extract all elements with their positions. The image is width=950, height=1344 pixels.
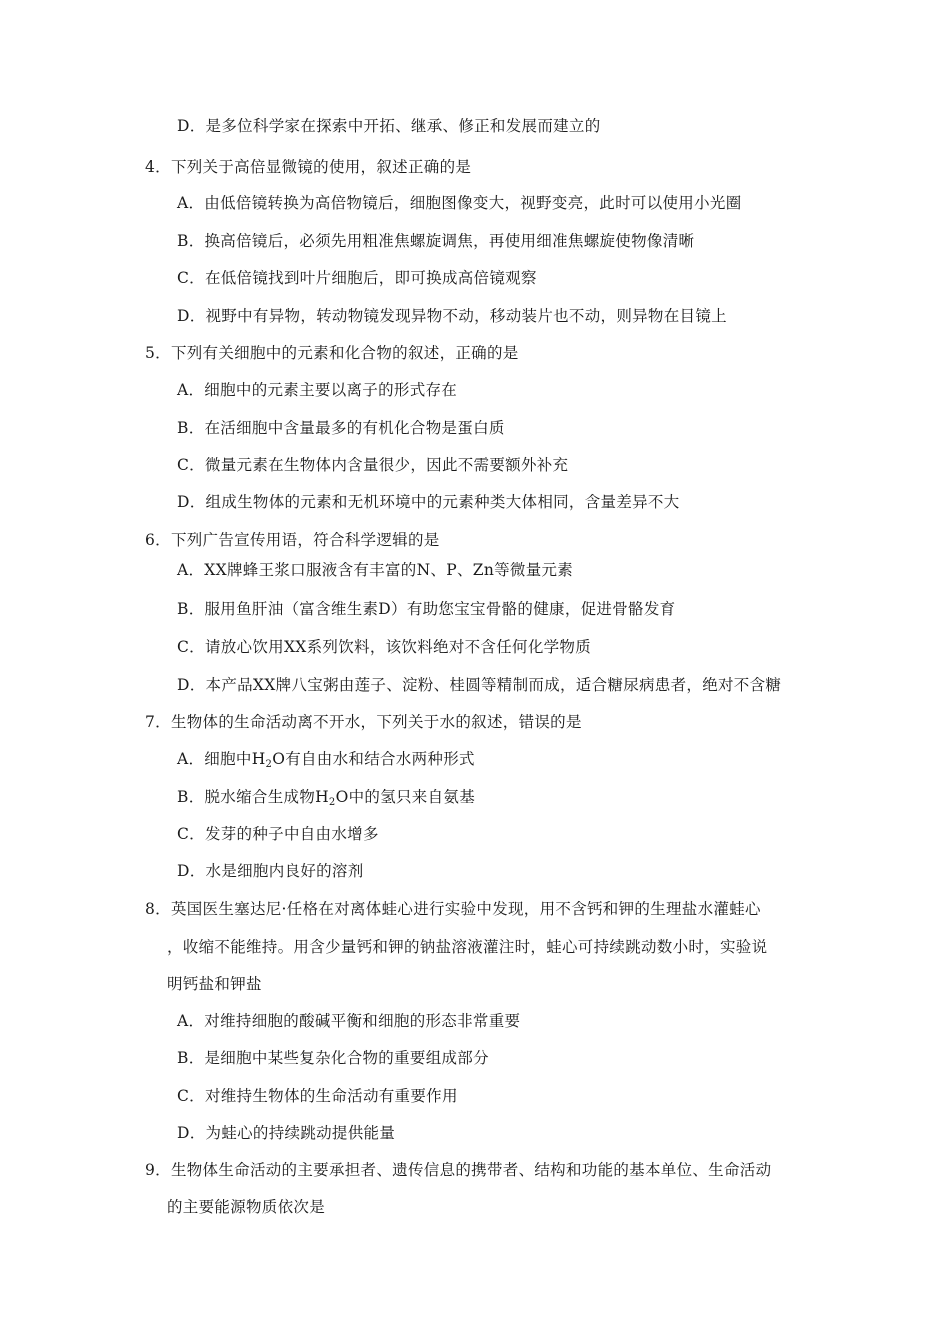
q7-b-post: O中的氢只来自氨基	[335, 788, 476, 806]
q3-option-d: D．是多位科学家在探索中开拓、继承、修正和发展而建立的	[177, 117, 601, 135]
q8-option-b: B．是细胞中某些复杂化合物的重要组成部分	[177, 1049, 489, 1067]
q7-b-pre: B．脱水缩合生成物H	[177, 788, 329, 806]
q8-stem-line3: 明钙盐和钾盐	[167, 975, 262, 993]
q6-option-a: A．XX牌蜂王浆口服液含有丰富的N、P、Zn等微量元素	[177, 561, 574, 579]
q7-option-a	[177, 749, 475, 769]
q4-stem: 4．下列关于高倍显微镜的使用，叙述正确的是	[145, 158, 472, 176]
q6-option-b: B．服用鱼肝油（富含维生素D）有助您宝宝骨骼的健康，促进骨骼发育	[177, 600, 676, 618]
q4-option-c: C．在低倍镜找到叶片细胞后，即可换成高倍镜观察	[177, 269, 537, 287]
q4-option-b: B．换高倍镜后，必须先用粗准焦螺旋调焦，再使用细准焦螺旋使物像清晰	[177, 232, 695, 250]
q8-stem-line1: 8．英国医生塞达尼·任格在对离体蛙心进行实验中发现，用不含钙和钾的生理盐水灌蛙心	[145, 900, 761, 918]
q5-stem: 5．下列有关细胞中的元素和化合物的叙述，正确的是	[145, 344, 519, 362]
q4-option-d: D．视野中有异物，转动物镜发现异物不动，移动装片也不动，则异物在目镜上	[177, 307, 727, 325]
q4-option-a: A．由低倍镜转换为高倍物镜后，细胞图像变大，视野变亮，此时可以使用小光圈	[177, 194, 742, 212]
q7-option-b	[177, 787, 475, 807]
q6-option-d: D．本产品XX牌八宝粥由莲子、淀粉、桂圆等精制而成，适合糖尿病患者，绝对不含糖	[177, 676, 782, 694]
q7-option-d: D．水是细胞内良好的溶剂	[177, 862, 364, 880]
q7-b-subscript: 2	[328, 797, 336, 808]
q5-option-c: C．微量元素在生物体内含量很少，因此不需要额外补充	[177, 456, 569, 474]
q8-option-a: A．对维持细胞的酸碱平衡和细胞的形态非常重要	[177, 1012, 521, 1030]
q5-option-b: B．在活细胞中含量最多的有机化合物是蛋白质	[177, 419, 505, 437]
q7-a-subscript: 2	[265, 759, 273, 770]
q9-stem-line1: 9．生物体生命活动的主要承担者、遗传信息的携带者、结构和功能的基本单位、生命活动	[145, 1161, 772, 1179]
q7-a-post: O有自由水和结合水两种形式	[272, 750, 475, 768]
q8-stem-line2: ，收缩不能维持。用含少量钙和钾的钠盐溶液灌注时，蛙心可持续跳动数小时，实验说	[167, 938, 768, 956]
q7-option-c: C．发芽的种子中自由水增多	[177, 825, 379, 843]
q8-option-c: C．对维持生物体的生命活动有重要作用	[177, 1087, 458, 1105]
q5-option-a: A．细胞中的元素主要以离子的形式存在	[177, 381, 458, 399]
q7-stem: 7．生物体的生命活动离不开水，下列关于水的叙述，错误的是	[145, 713, 582, 731]
q6-option-c: C．请放心饮用XX系列饮料，该饮料绝对不含任何化学物质	[177, 638, 592, 656]
q5-option-d: D．组成生物体的元素和无机环境中的元素种类大体相同，含量差异不大	[177, 493, 680, 511]
q8-option-d: D．为蛙心的持续跳动提供能量	[177, 1124, 396, 1142]
q9-stem-line2: 的主要能源物质依次是	[167, 1198, 326, 1216]
q6-stem: 6．下列广告宣传用语，符合科学逻辑的是	[145, 531, 440, 549]
q7-a-pre: A．细胞中H	[177, 750, 266, 768]
